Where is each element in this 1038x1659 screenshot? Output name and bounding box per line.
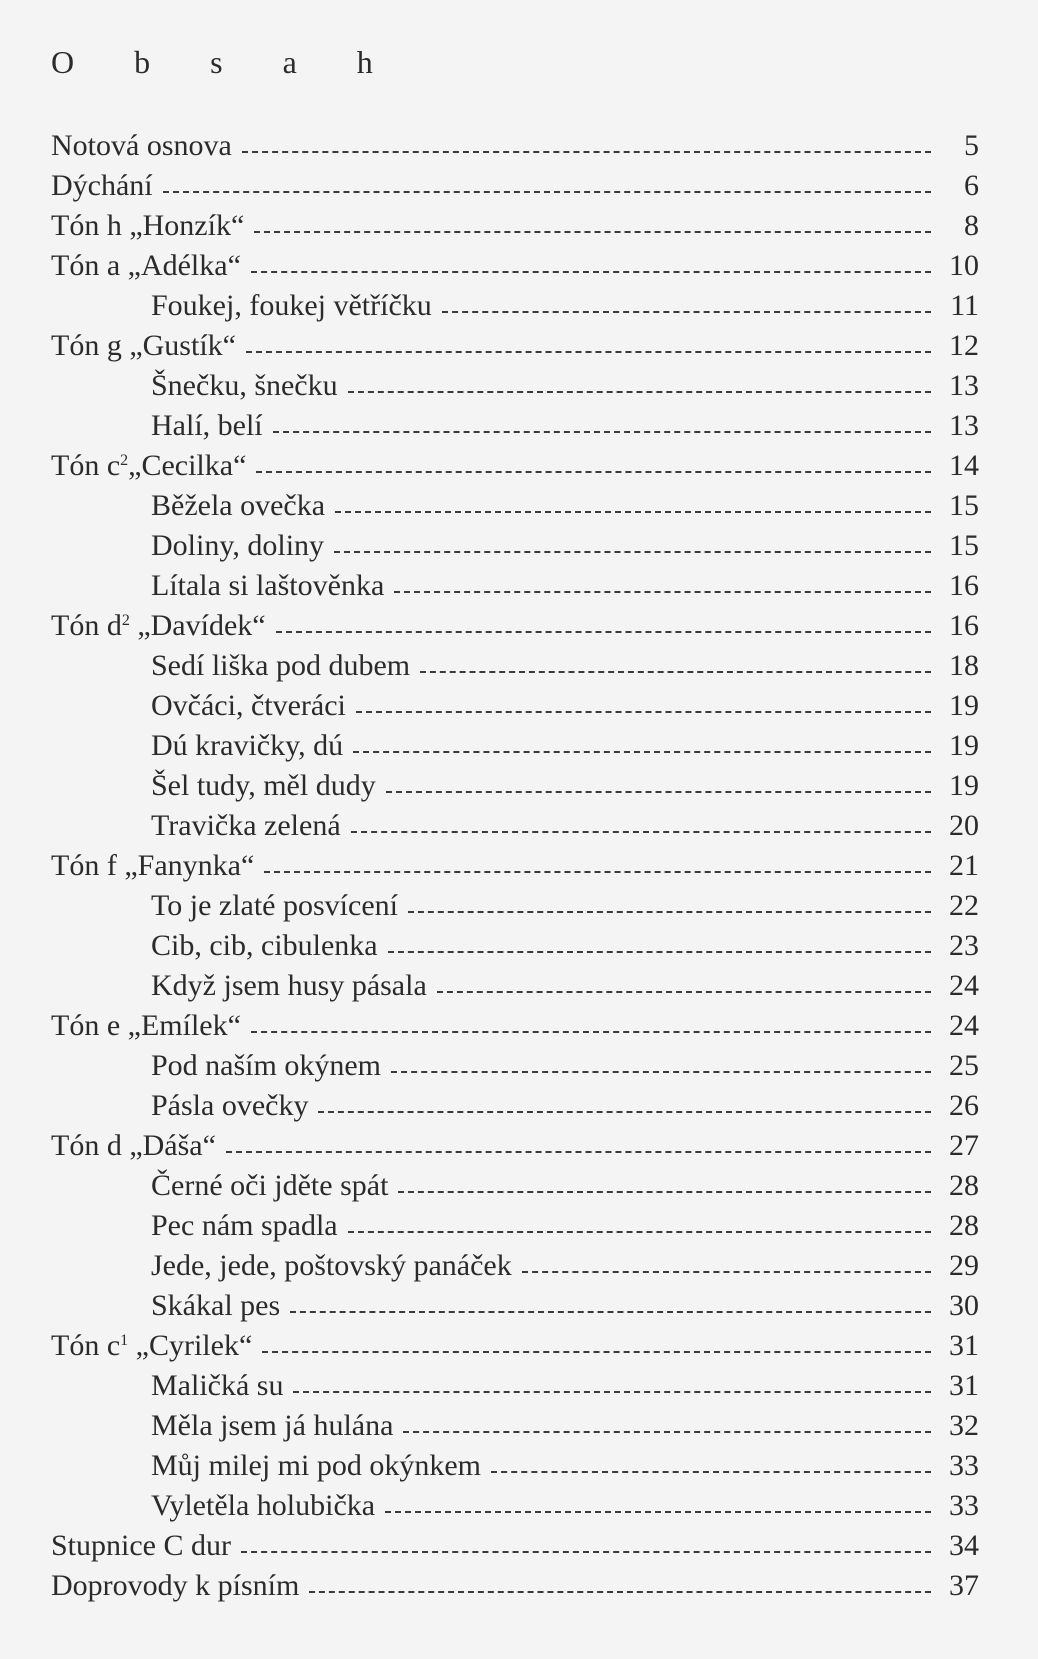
toc-entry-title-text: Cib, cib, cibulenka	[151, 929, 378, 962]
toc-entry-title-text: Tón c	[51, 449, 121, 482]
toc-entry-superscript: 2	[120, 452, 129, 469]
table-of-contents	[51, 126, 979, 1606]
toc-page-number: 15	[949, 489, 979, 522]
dotted-leader	[335, 511, 931, 513]
toc-entry-title-rest: „Davídek“	[129, 609, 266, 642]
toc-page-number: 31	[949, 1329, 979, 1362]
toc-entry-title-text: Foukej, foukej větříčku	[151, 289, 432, 322]
toc-subentry	[51, 1206, 979, 1246]
dotted-leader	[385, 1511, 931, 1513]
toc-entry-title	[151, 886, 398, 926]
toc-page-number: 33	[949, 1449, 979, 1482]
toc-page-number: 20	[949, 809, 979, 842]
toc-entry-title	[151, 646, 410, 686]
toc-subentry	[51, 1046, 979, 1086]
dotted-leader	[348, 391, 931, 393]
dotted-leader	[408, 911, 931, 913]
toc-entry-title	[51, 1566, 299, 1606]
toc-entry-title	[151, 286, 432, 326]
dotted-leader	[491, 1471, 931, 1473]
toc-entry-title-text: Běžela ovečka	[151, 489, 326, 522]
toc-subentry	[51, 406, 979, 446]
toc-entry-title	[151, 1086, 308, 1126]
toc-entry-title-text: Tón f „Fanynka“	[51, 849, 255, 882]
toc-entry-title-text: Měla jsem já hulána	[151, 1409, 394, 1442]
toc-entry-title-text: Doliny, doliny	[151, 529, 325, 562]
toc-entry-title	[51, 446, 246, 486]
toc-entry-title-text: Tón g „Gustík“	[51, 329, 236, 362]
toc-entry	[51, 1526, 979, 1566]
toc-page-number: 26	[949, 1089, 979, 1122]
toc-entry-title-text: Lítala si laštověnka	[151, 569, 385, 602]
dotted-leader	[242, 151, 931, 153]
toc-entry-title-text: Travička zelená	[151, 809, 341, 842]
toc-page-number: 34	[949, 1529, 979, 1562]
toc-entry	[51, 606, 979, 646]
dotted-leader	[442, 311, 931, 313]
dotted-leader	[522, 1271, 931, 1273]
dotted-leader	[388, 951, 931, 953]
dotted-leader	[318, 1111, 931, 1113]
toc-entry-title-text: Stupnice C dur	[51, 1529, 231, 1562]
dotted-leader	[262, 1351, 931, 1353]
toc-page-number: 30	[949, 1289, 979, 1322]
toc-entry-title-text: Skákal pes	[151, 1289, 281, 1322]
toc-entry-title	[151, 366, 338, 406]
dotted-leader	[276, 631, 931, 633]
toc-entry-title-text: Tón d „Dáša“	[51, 1129, 216, 1162]
toc-entry	[51, 846, 979, 886]
toc-page-number: 16	[949, 609, 979, 642]
toc-subentry	[51, 366, 979, 406]
toc-subentry	[51, 1286, 979, 1326]
toc-entry-title	[151, 1206, 338, 1246]
toc-page-number: 18	[949, 649, 979, 682]
dotted-leader	[264, 871, 931, 873]
toc-entry-title-rest: „Cecilka“	[128, 449, 247, 482]
dotted-leader	[348, 1231, 931, 1233]
dotted-leader	[226, 1151, 931, 1153]
toc-entry-title-text: Pod naším okýnem	[151, 1049, 381, 1082]
toc-entry-title-text: Pásla ovečky	[151, 1089, 309, 1122]
toc-entry-title	[151, 686, 346, 726]
dotted-leader	[353, 751, 931, 753]
toc-page-number: 28	[949, 1169, 979, 1202]
toc-page-number: 16	[949, 569, 979, 602]
toc-entry-title	[51, 606, 266, 646]
dotted-leader	[398, 1191, 931, 1193]
toc-entry-title	[51, 1326, 252, 1366]
toc-entry-title-text: Tón c	[51, 1329, 121, 1362]
toc-entry-title	[51, 126, 232, 166]
toc-page-number: 32	[949, 1409, 979, 1442]
toc-entry-title	[51, 846, 254, 886]
toc-entry-title	[51, 1526, 231, 1566]
toc-entry	[51, 206, 979, 246]
toc-entry	[51, 1326, 979, 1366]
toc-entry-title-text: Šel tudy, měl dudy	[151, 769, 376, 802]
toc-subentry	[51, 1486, 979, 1526]
toc-page-number: 8	[964, 209, 979, 242]
dotted-leader	[290, 1311, 931, 1313]
toc-entry	[51, 1006, 979, 1046]
toc-page-number: 10	[949, 249, 979, 282]
toc-entry-title	[151, 1246, 512, 1286]
page-title: O b s a h	[51, 44, 399, 80]
toc-entry	[51, 1566, 979, 1606]
toc-subentry	[51, 526, 979, 566]
toc-page-number: 27	[949, 1129, 979, 1162]
toc-entry-title-text: Šnečku, šnečku	[151, 369, 338, 402]
toc-entry	[51, 166, 979, 206]
toc-subentry	[51, 766, 979, 806]
toc-subentry	[51, 1166, 979, 1206]
toc-entry-title	[151, 1286, 280, 1326]
dotted-leader	[356, 711, 931, 713]
toc-page-number: 33	[949, 1489, 979, 1522]
toc-entry-title-text: Sedí liška pod dubem	[151, 649, 411, 682]
toc-entry-title	[151, 1366, 283, 1406]
toc-subentry	[51, 926, 979, 966]
toc-page-number: 5	[964, 129, 979, 162]
toc-entry-title	[151, 726, 343, 766]
dotted-leader	[251, 271, 931, 273]
toc-entry-title	[151, 566, 384, 606]
toc-entry-title-text: Tón a „Adélka“	[51, 249, 241, 282]
toc-subentry	[51, 1246, 979, 1286]
dotted-leader	[351, 831, 931, 833]
toc-entry	[51, 246, 979, 286]
dotted-leader	[273, 431, 931, 433]
toc-entry-title-text: Notová osnova	[51, 129, 232, 162]
toc-page-number: 12	[949, 329, 979, 362]
toc-entry-title-text: Tón d	[51, 609, 122, 642]
toc-entry	[51, 1126, 979, 1166]
toc-entry-title	[151, 406, 263, 446]
toc-entry	[51, 326, 979, 366]
toc-subentry	[51, 726, 979, 766]
toc-entry-title-text: Doprovody k písním	[51, 1569, 300, 1602]
toc-entry-title	[151, 486, 325, 526]
toc-page-number: 11	[950, 289, 979, 322]
dotted-leader	[256, 471, 931, 473]
dotted-leader	[246, 351, 931, 353]
toc-entry-title	[151, 926, 378, 966]
dotted-leader	[391, 1071, 931, 1073]
toc-entry	[51, 446, 979, 486]
toc-page-number: 28	[949, 1209, 979, 1242]
toc-entry-title-text: Můj milej mi pod okýnkem	[151, 1449, 481, 1482]
toc-subentry	[51, 686, 979, 726]
toc-entry	[51, 126, 979, 166]
toc-entry-title-text: Jede, jede, poštovský panáček	[151, 1249, 512, 1282]
toc-page-number: 24	[949, 969, 979, 1002]
toc-entry-title	[51, 1126, 216, 1166]
toc-page-number: 37	[949, 1569, 979, 1602]
dotted-leader	[163, 191, 931, 193]
toc-entry-title	[151, 1486, 375, 1526]
toc-subentry	[51, 1366, 979, 1406]
toc-entry-title-text: Tón h „Honzík“	[51, 209, 245, 242]
toc-entry-title-text: Vyletěla holubička	[151, 1489, 376, 1522]
toc-page-number: 22	[949, 889, 979, 922]
toc-entry-title-text: Když jsem husy pásala	[151, 969, 427, 1002]
toc-page-number: 19	[949, 769, 979, 802]
dotted-leader	[386, 791, 931, 793]
dotted-leader	[420, 671, 931, 673]
toc-entry-title-text: Ovčáci, čtveráci	[151, 689, 346, 722]
toc-page-number: 14	[949, 449, 979, 482]
toc-page-number: 29	[949, 1249, 979, 1282]
toc-subentry	[51, 1406, 979, 1446]
toc-entry-title	[151, 1046, 381, 1086]
toc-subentry	[51, 886, 979, 926]
toc-page-number: 13	[949, 409, 979, 442]
toc-entry-title	[51, 166, 153, 206]
toc-entry-title-text: Tón e „Emílek“	[51, 1009, 241, 1042]
toc-entry-title	[51, 326, 236, 366]
dotted-leader	[241, 1551, 931, 1553]
toc-entry-title-text: Maličká su	[151, 1369, 284, 1402]
toc-entry-title	[151, 1406, 393, 1446]
toc-entry-title	[151, 966, 427, 1006]
toc-page-number: 13	[949, 369, 979, 402]
toc-entry-title	[51, 246, 241, 286]
toc-entry-title-rest: „Cyrilek“	[128, 1329, 253, 1362]
toc-entry-title-text: Pec nám spadla	[151, 1209, 338, 1242]
toc-page-number: 15	[949, 529, 979, 562]
toc-subentry	[51, 1086, 979, 1126]
toc-subentry	[51, 286, 979, 326]
dotted-leader	[293, 1391, 931, 1393]
dotted-leader	[251, 1031, 931, 1033]
dotted-leader	[334, 551, 931, 553]
toc-entry-title-text: Dú kravičky, dú	[151, 729, 344, 762]
toc-entry-title	[151, 806, 341, 846]
toc-entry-title-text: Černé oči jděte spát	[151, 1169, 389, 1202]
toc-subentry	[51, 1446, 979, 1486]
toc-subentry	[51, 566, 979, 606]
toc-subentry	[51, 966, 979, 1006]
toc-entry-title	[151, 766, 376, 806]
toc-page-number: 6	[964, 169, 979, 202]
toc-page-number: 31	[949, 1369, 979, 1402]
toc-entry-superscript: 2	[121, 612, 130, 629]
toc-entry-title-text: Halí, belí	[151, 409, 263, 442]
toc-entry-title	[51, 206, 244, 246]
dotted-leader	[309, 1591, 931, 1593]
toc-subentry	[51, 646, 979, 686]
toc-page-number: 19	[949, 729, 979, 762]
toc-entry-title	[151, 1166, 388, 1206]
toc-page-number: 19	[949, 689, 979, 722]
toc-subentry	[51, 486, 979, 526]
toc-entry-title-text: Dýchání	[51, 169, 153, 202]
toc-page-number: 24	[949, 1009, 979, 1042]
dotted-leader	[403, 1431, 931, 1433]
toc-page-number: 21	[949, 849, 979, 882]
toc-entry-title	[151, 526, 324, 566]
toc-page-number: 25	[949, 1049, 979, 1082]
toc-entry-title-text: To je zlaté posvícení	[151, 889, 398, 922]
dotted-leader	[437, 991, 931, 993]
toc-page-number: 23	[949, 929, 979, 962]
toc-entry-title	[151, 1446, 481, 1486]
dotted-leader	[394, 591, 931, 593]
dotted-leader	[254, 231, 931, 233]
toc-entry-title	[51, 1006, 241, 1046]
toc-entry-superscript: 1	[120, 1332, 129, 1349]
toc-subentry	[51, 806, 979, 846]
